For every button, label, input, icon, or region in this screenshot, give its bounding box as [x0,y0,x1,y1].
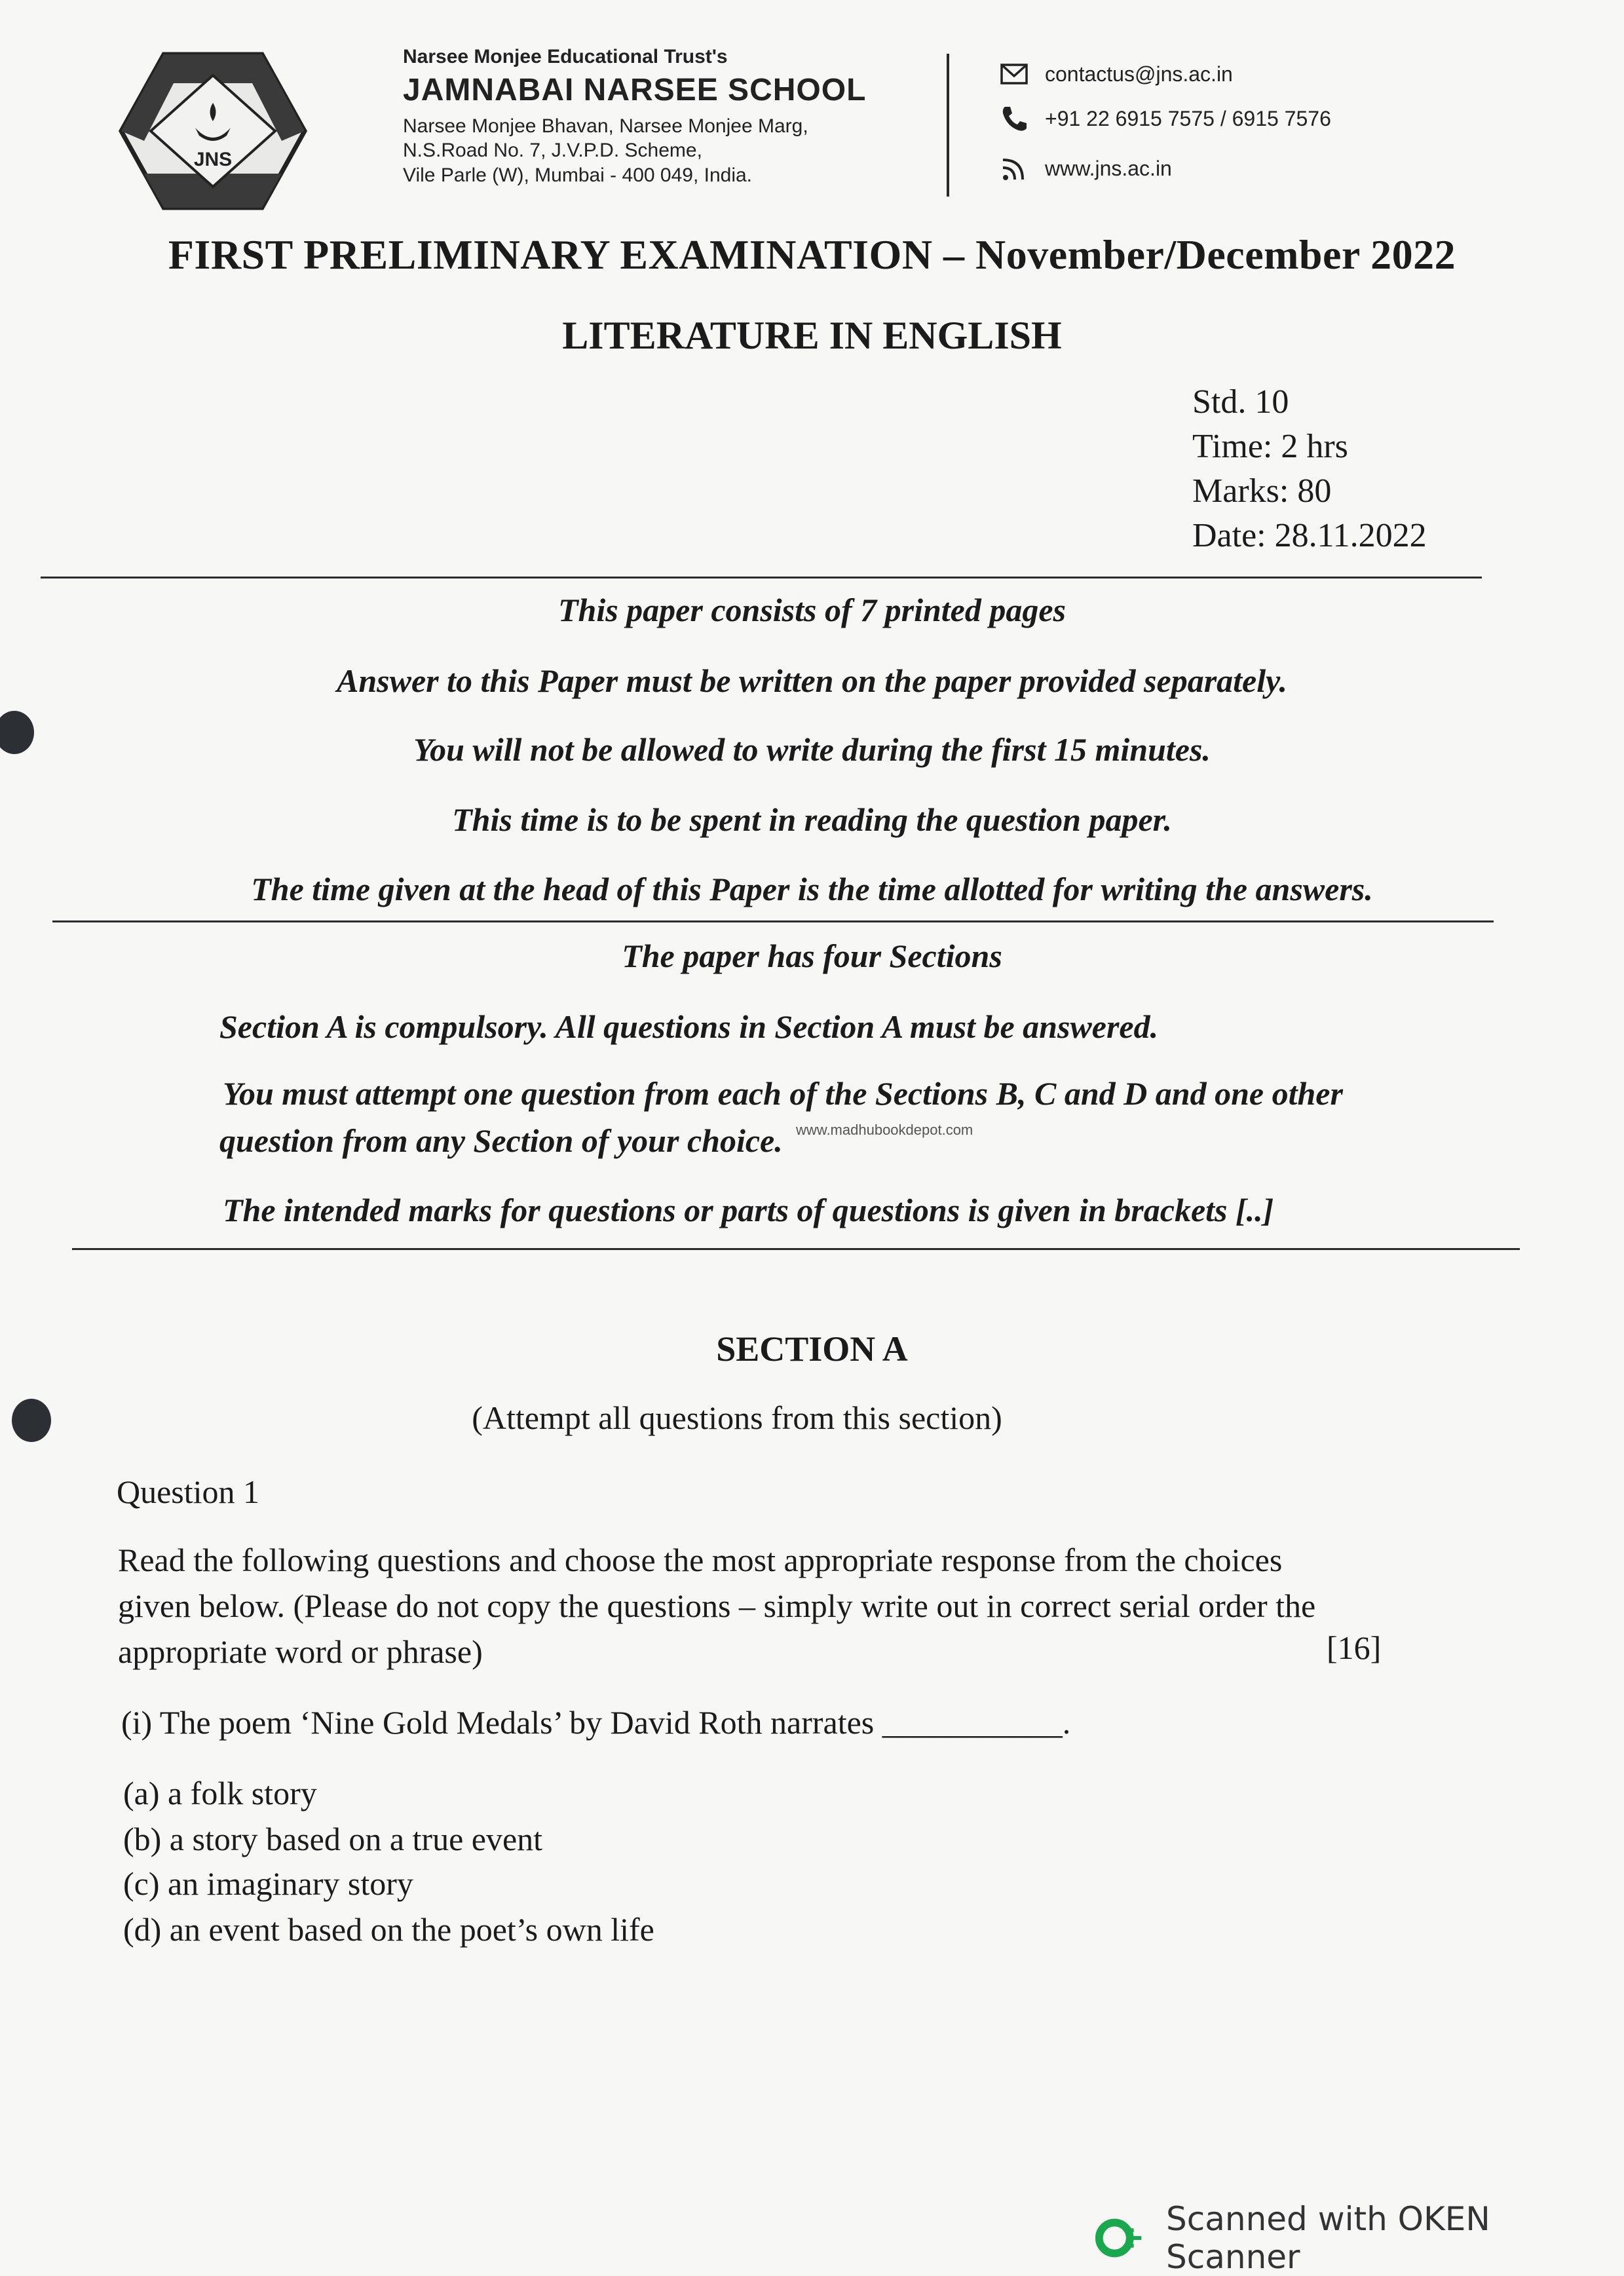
phone-text: +91 22 6915 7575 / 6915 7576 [1045,106,1331,130]
instruction-3: This time is to be spent in reading the question paper. [452,801,1172,838]
contact-email [999,59,1233,89]
section-rule-2b: question from any Section of your choice. [219,1122,783,1159]
scanner-footer [1094,2200,1624,2276]
header-divider [947,54,949,197]
scanner-logo-icon [1094,2215,1149,2261]
punch-hole-bottom [12,1399,51,1442]
mail-icon [999,59,1029,89]
section-rule-3: The intended marks for questions or parts of questions is given in brackets [..] [223,1192,1274,1228]
marks-label: Marks: 80 [1192,472,1332,510]
watermark-url: www.madhubookdepot.com [796,1122,973,1138]
question-instruction-2: given below. (Please do not copy the questions – simply write out in correct serial order the [118,1587,1316,1624]
exam-title: FIRST PRELIMINARY EXAMINATION – November/December 2022 [168,231,1456,278]
contact-phone [999,104,1331,134]
section-rule-1: Section A is compulsory. All questions in Section A must be answered. [219,1008,1159,1045]
sections-heading: The paper has four Sections [622,938,1002,974]
question-instruction-1: Read the following questions and choose the most appropriate response from the choices [118,1542,1283,1578]
scanner-text: Scanned with OKEN Scanner [1166,2200,1490,2276]
subject-title: LITERATURE IN ENGLISH [562,314,1062,357]
website-text: www.jns.ac.in [1045,156,1172,180]
section-subtitle: (Attempt all questions from this section) [472,1399,1002,1436]
divider-1 [41,577,1482,578]
phone-icon [999,104,1029,134]
section-rule-2a: You must attempt one question from each of the Sections B, C and D and one other [223,1075,1343,1112]
question-i: (i) The poem ‘Nine Gold Medals’ by David Roth narrates ___________. [121,1704,1071,1741]
question-label: Question 1 [117,1473,260,1510]
option-a: (a) a folk story [123,1775,317,1811]
option-b: (b) a story based on a true event [123,1821,543,1857]
email-text: contactus@jns.ac.in [1045,62,1233,86]
option-c: (c) an imaginary story [123,1865,413,1902]
address-line-3: Vile Parle (W), Mumbai - 400 049, India. [403,164,753,186]
school-name: JAMNABAI NARSEE SCHOOL [403,72,867,107]
std-label: Std. 10 [1192,383,1289,421]
date-label: Date: 28.11.2022 [1192,517,1427,554]
trust-name: Narsee Monjee Educational Trust's [403,46,728,67]
school-logo [118,49,308,213]
logo-text: JNS [193,149,233,170]
pages-note: This paper consists of 7 printed pages [557,592,1067,628]
question-marks: [16] [1327,1629,1382,1666]
option-d: (d) an event based on the poet’s own life [123,1911,654,1948]
instruction-1: Answer to this Paper must be written on the paper provided separately. [337,662,1287,699]
divider-2 [52,920,1494,922]
address-line-1: Narsee Monjee Bhavan, Narsee Monjee Marg, [403,115,808,137]
rss-icon [999,153,1029,183]
address-line-2: N.S.Road No. 7, J.V.P.D. Scheme, [403,140,702,161]
school-header [403,45,866,187]
question-instruction-3: appropriate word or phrase) [118,1633,483,1670]
time-label: Time: 2 hrs [1192,428,1348,465]
contact-website [999,153,1172,183]
divider-3 [72,1248,1520,1250]
exam-meta [1192,380,1427,558]
section-title: SECTION A [716,1329,908,1369]
instruction-4: The time given at the head of this Paper is the time allotted for writing the answers. [251,871,1373,907]
instruction-2: You will not be allowed to write during the first 15 minutes. [413,731,1211,768]
